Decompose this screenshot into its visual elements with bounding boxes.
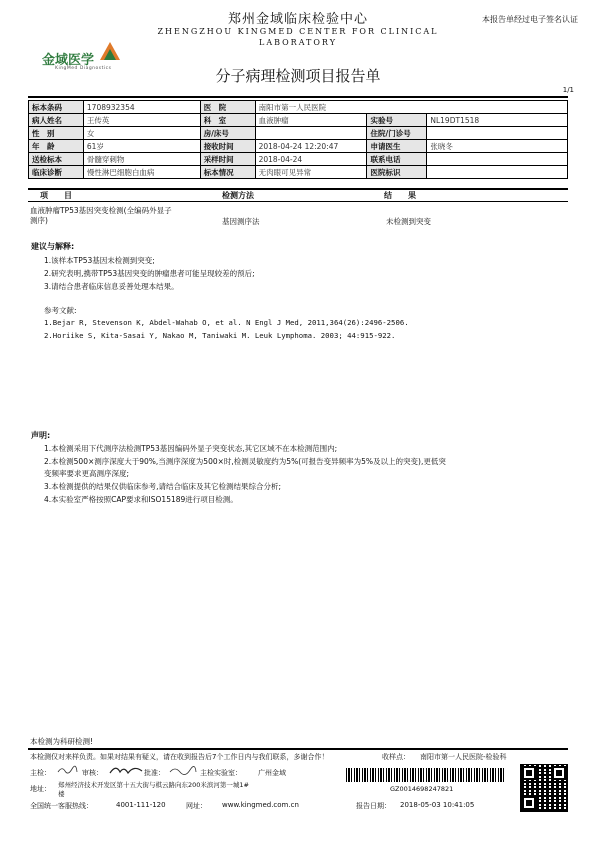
logo-subtext: KingMed Diagnostics — [55, 66, 112, 71]
advice-item: 1.该样本TP53基因未检测到突变; — [44, 256, 155, 265]
reference-item: 1.Bejar R, Stevenson K, Abdel-Wahab O, et al. N Engl J Med, 2011,364(26):2496-2506. — [44, 318, 409, 327]
received-by-label: 收样点： — [382, 753, 410, 761]
page-number: 1/1 — [562, 86, 574, 94]
label-specimen-barcode: 标本条码 — [29, 101, 84, 114]
info-row — [29, 140, 568, 153]
value-contact-phone — [427, 153, 568, 166]
value-sampling-time: 2018-04-24 — [255, 153, 367, 166]
value-patient-name: 王传英 — [83, 114, 200, 127]
value-sex: 女 — [83, 127, 200, 140]
reference-item: 2.Horiike S, Kita-Sasai Y, Nakao M, Taniwaki M. Leuk Lymphoma. 2003; 44:915-922. — [44, 331, 396, 340]
references-title: 参考文献: — [44, 306, 77, 315]
received-by-value: 南阳市第一人民医院-检验科 — [420, 753, 507, 761]
reviewer-label: 审核： — [82, 769, 103, 777]
info-row — [29, 101, 568, 114]
value-hospital: 南阳市第一人民医院 — [255, 101, 567, 114]
advice-item: 3.请结合患者临床信息妥善处理本结果。 — [44, 282, 179, 291]
label-sex: 性 别 — [29, 127, 84, 140]
test-item-line1: 血液肿瘤TP53基因突变检测(全编码外显子 — [30, 206, 172, 215]
qr-code-icon — [520, 764, 568, 812]
header-method: 检测方法 — [222, 191, 254, 200]
test-item-line2: 测序) — [30, 216, 48, 225]
statement-item: 2.本检测500×测序深度大于90%,当测序深度为500×时,检测灵敏度约为5%(可报告变异频率为5%及以上的突变),更低突 — [44, 457, 446, 466]
patient-info-table — [28, 100, 568, 179]
barcode — [346, 768, 506, 782]
label-specimen-type: 送检标本 — [29, 153, 84, 166]
label-hospital: 医 院 — [200, 101, 255, 114]
test-method: 基因测序法 — [222, 217, 260, 226]
value-clinical-diagnosis: 慢性淋巴细胞白血病 — [83, 166, 200, 179]
value-received-time: 2018-04-24 12:20:47 — [255, 140, 367, 153]
advice-title: 建议与解释: — [31, 242, 75, 251]
label-hospital-id: 医院标识 — [367, 166, 427, 179]
report-date-value: 2018-05-03 10:41:05 — [400, 801, 475, 809]
org-name-en-line1: ZHENGZHOU KINGMED CENTER FOR CLINICAL — [157, 27, 439, 36]
label-contact-phone: 联系电话 — [367, 153, 427, 166]
statement-title: 声明: — [31, 431, 51, 440]
website-label: 网址： — [186, 802, 207, 810]
logo-text: 金域医学 — [42, 53, 95, 68]
website-link[interactable]: www.kingmed.com.cn — [222, 801, 299, 809]
inspector-label: 主检： — [30, 769, 51, 777]
results-top-rule — [28, 188, 568, 190]
header-result: 结 果 — [384, 191, 416, 200]
value-specimen-type: 骨髓穿刺物 — [83, 153, 200, 166]
statement-item: 1.本检测采用下代测序法检测TP53基因编码外显子突变状态,其它区域不在本检测范围内; — [44, 444, 338, 453]
statement-item: 3.本检测提供的结果仅供临床参考,请结合临床及其它检测结果综合分析; — [44, 482, 282, 491]
value-department: 血液肿瘤 — [255, 114, 367, 127]
barcode-text: GZ0014698247821 — [390, 785, 454, 793]
lab-label: 主检实验室： — [200, 769, 242, 777]
results-header-rule — [28, 201, 568, 202]
label-patient-name: 病人姓名 — [29, 114, 84, 127]
info-row — [29, 166, 568, 179]
value-age: 61岁 — [83, 140, 200, 153]
logo-icon — [98, 40, 122, 62]
top-rule — [28, 96, 568, 98]
label-specimen-condition: 标本情况 — [200, 166, 255, 179]
label-lab-number: 实验号 — [367, 114, 427, 127]
report-title: 分子病理检测项目报告单 — [215, 67, 381, 85]
header-item: 项 目 — [40, 191, 72, 200]
value-inpatient-no — [427, 127, 568, 140]
address-value: 郑州经济技术开发区第十五大街与棋云路向东200米滨河第一城1# — [58, 781, 249, 789]
org-name-en-line2: LABORATORY — [259, 38, 337, 47]
label-requesting-doctor: 申请医生 — [367, 140, 427, 153]
footer-top-rule — [28, 748, 568, 750]
label-clinical-diagnosis: 临床诊断 — [29, 166, 84, 179]
statement-item: 4.本实验室严格按照CAP要求和ISO15189进行项目检测。 — [44, 495, 238, 504]
value-room-bed — [255, 127, 367, 140]
info-row — [29, 114, 568, 127]
label-sampling-time: 采样时间 — [200, 153, 255, 166]
value-lab-number: NL19DT1518 — [427, 114, 568, 127]
label-inpatient-no: 住院/门诊号 — [367, 127, 427, 140]
inspector-signature — [56, 764, 78, 776]
info-row — [29, 127, 568, 140]
value-specimen-barcode: 1708932354 — [83, 101, 200, 114]
org-name-cn: 郑州金域临床检验中心 — [227, 12, 368, 27]
advice-item: 2.研究表明,携带TP53基因突变的肿瘤患者可能呈现较差的预后; — [44, 269, 255, 278]
address-value-line2: 楼 — [58, 790, 65, 798]
info-row — [29, 153, 568, 166]
report-date-label: 报告日期： — [356, 802, 391, 810]
e-sign-note: 本报告单经过电子签名认证 — [482, 15, 578, 24]
approver-signature — [168, 764, 198, 776]
address-label: 地址： — [30, 785, 51, 793]
disclaimer: 本检测仅对来样负责。如果对结果有疑义，请在收到报告后7个工作日内与我们联系，多谢合作！ — [30, 753, 329, 761]
label-age: 年 龄 — [29, 140, 84, 153]
value-hospital-id — [427, 166, 568, 179]
test-result: 未检测到突变 — [386, 217, 431, 226]
label-received-time: 接收时间 — [200, 140, 255, 153]
approver-label: 批准： — [144, 769, 165, 777]
label-department: 科 室 — [200, 114, 255, 127]
value-specimen-condition: 无肉眼可见异常 — [255, 166, 367, 179]
research-note: 本检测为科研检测! — [30, 737, 94, 746]
label-room-bed: 房/床号 — [200, 127, 255, 140]
statement-item: 变频率要求更高测序深度; — [44, 469, 130, 478]
hotline-value: 4001-111-120 — [116, 801, 166, 809]
lab-value: 广州金域 — [258, 769, 286, 777]
reviewer-signature — [108, 763, 144, 777]
value-requesting-doctor: 张晓冬 — [427, 140, 568, 153]
hotline-label: 全国统一客服热线： — [30, 802, 93, 810]
